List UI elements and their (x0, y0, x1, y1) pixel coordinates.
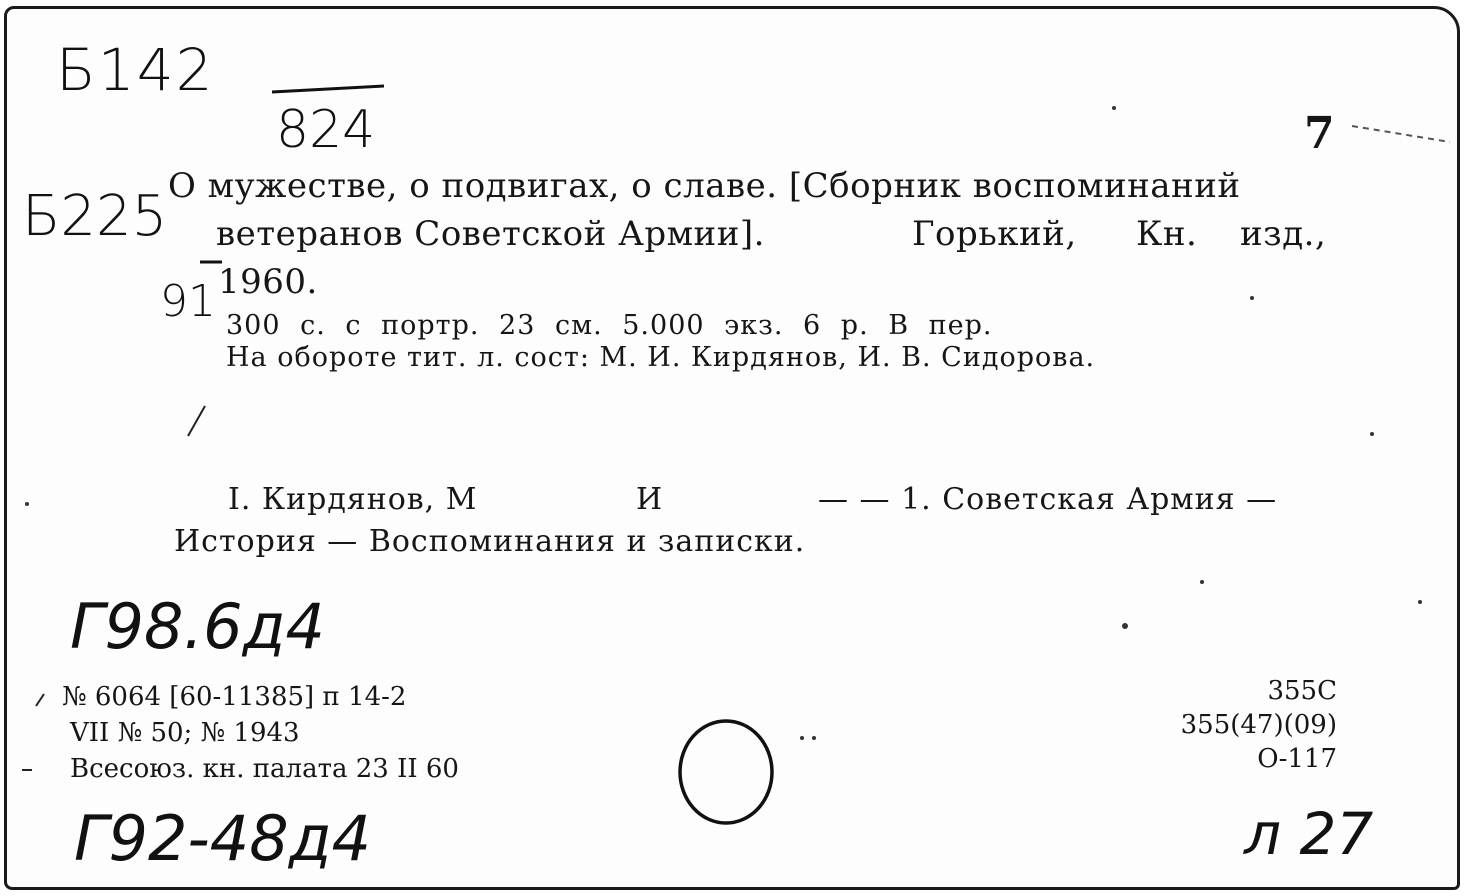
classification-udc: 355(47)(09) (1180, 710, 1337, 740)
speck (1112, 106, 1116, 110)
speck (25, 502, 29, 506)
entry-publication-place: Горький, (912, 214, 1077, 254)
top-right-stroke (1352, 126, 1450, 142)
speck (1122, 623, 1128, 629)
entry-publisher: Кн. (1136, 214, 1198, 254)
classification-code: 355С (1267, 676, 1337, 706)
speck (1370, 432, 1374, 436)
handwritten-bottom-code: Г92-48д4 (74, 802, 372, 875)
registry-number: № 6064 [60-11385] п 14-2 (62, 682, 407, 712)
handwritten-middle-code: Г98.6д4 (70, 590, 325, 663)
entry-physical-description: 300 с. с портр. 23 см. 5.000 экз. 6 р. В пер. (226, 310, 993, 341)
registry-slash-mark (36, 694, 44, 706)
speck (1200, 580, 1204, 584)
slash-mark (188, 406, 205, 436)
entry-title-line: О мужестве, о подвигах, о славе. [Сборник воспоминаний (168, 166, 1241, 206)
tracing-subject: — — 1. Советская Армия — (818, 482, 1278, 517)
entry-title-line-2: ветеранов Советской Армии]. (216, 214, 765, 254)
handwritten-left-subcode: 91 (160, 276, 216, 327)
tracing-author: I. Кирдянов, М (228, 482, 478, 517)
tracing-initial: И (636, 482, 664, 517)
entry-publisher-2: изд., (1240, 214, 1327, 254)
registry-series: VII № 50; № 1943 (70, 718, 300, 748)
entry-compilers-note: На обороте тит. л. сост: М. И. Кирдянов, И. В. Сидорова. (226, 342, 1096, 373)
speck (800, 736, 804, 740)
card-number: 7 (1304, 108, 1335, 159)
handwritten-left-code: Б225 (22, 184, 168, 249)
handwritten-top-subcode: 824 (276, 100, 376, 160)
handwritten-underline (272, 86, 384, 92)
speck (1418, 600, 1422, 604)
handwritten-bottom-right: л 27 (1244, 800, 1374, 868)
registry-chamber: Всесоюз. кн. палата 23 II 60 (70, 754, 459, 784)
classification-author-mark: О-117 (1257, 744, 1337, 774)
speck (812, 736, 816, 740)
tracing-subject-2: История — Воспоминания и записки. (174, 524, 806, 559)
entry-year: 1960. (218, 262, 318, 302)
handwritten-top-code: Б142 (56, 36, 215, 104)
speck (1250, 296, 1254, 300)
punch-hole-circle (680, 721, 772, 823)
